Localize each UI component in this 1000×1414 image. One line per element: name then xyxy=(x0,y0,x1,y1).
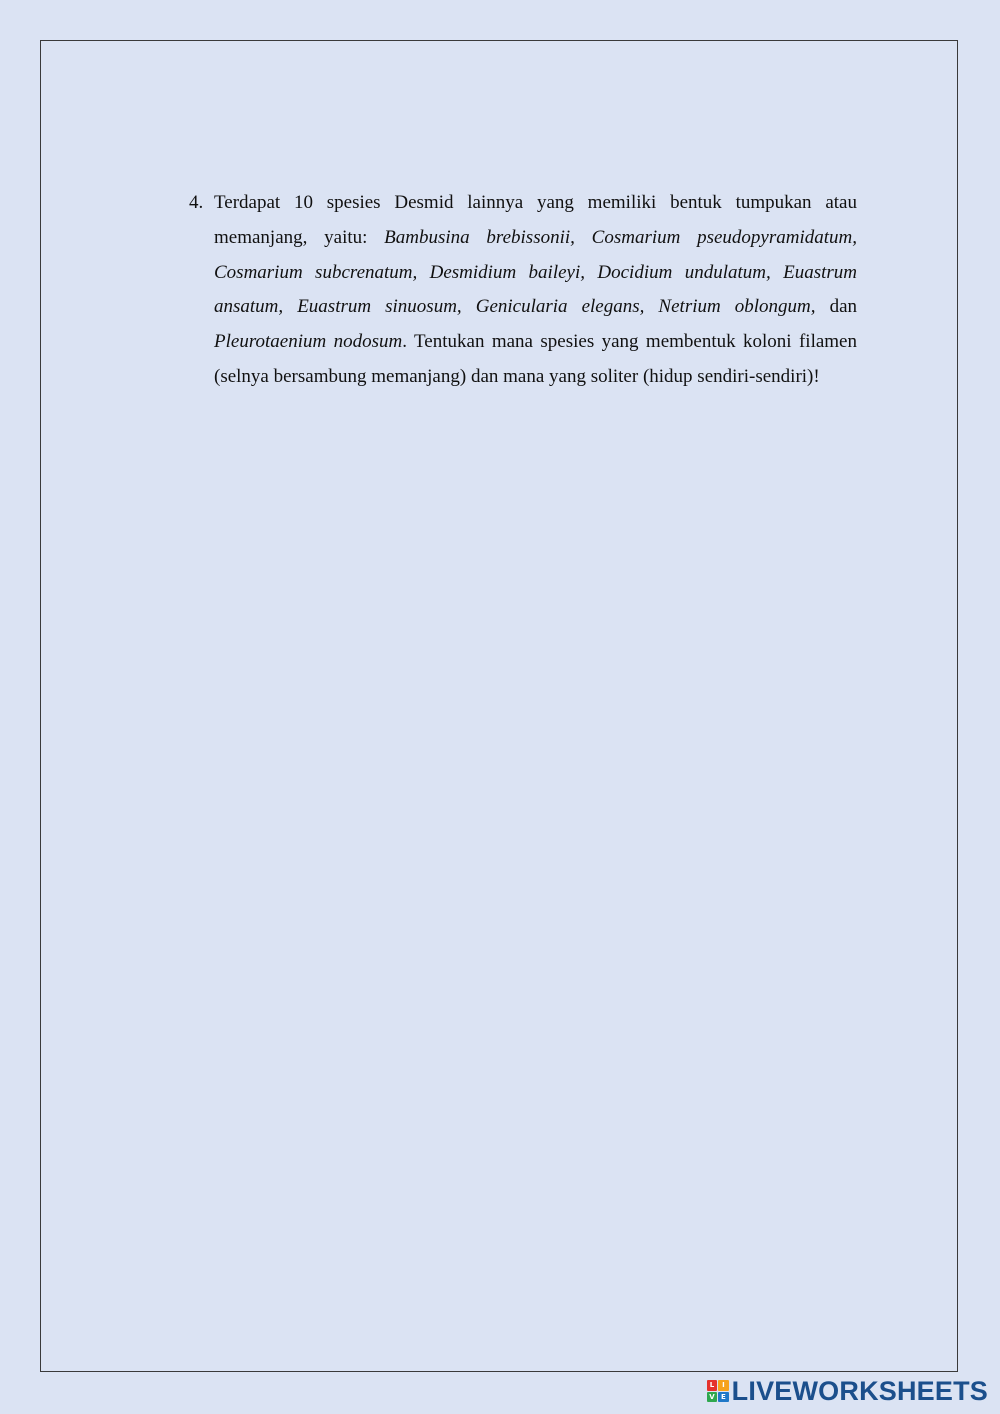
question-number: 4. xyxy=(189,192,204,213)
logo-mark-v: V xyxy=(707,1392,718,1403)
logo-mark-l: L xyxy=(707,1380,718,1391)
question-text-instruction: . Tentukan mana spesies yang membentuk koloni filamen (selnya bersambung memanjang) dan mana yang soliter (hidup sendiri-sendiri)! xyxy=(214,331,857,387)
question-4 xyxy=(189,186,857,395)
question-text xyxy=(214,186,857,395)
logo-mark-i: I xyxy=(718,1380,729,1391)
species-list: Bambusina brebissonii, Cosmarium pseudopyramidatum, Cosmarium subcrenatum, Desmidium baileyi, Docidium undulatum, Euastrum ansatum, Euastrum sinuosum, Genicularia elegans, Netrium oblongum, xyxy=(214,226,857,318)
question-text-intro: Terdapat 10 spesies Desmid lainnya yang memiliki bentuk tumpukan atau memanjang, yaitu: xyxy=(214,192,857,248)
liveworksheets-logo[interactable] xyxy=(707,1376,988,1406)
logo-mark-e: E xyxy=(718,1392,729,1403)
liveworksheets-logo-icon xyxy=(707,1380,729,1402)
liveworksheets-logo-text: LIVEWORKSHEETS xyxy=(731,1375,988,1406)
species-last: Pleurotaenium nodosum xyxy=(214,331,403,353)
question-text-conjunction: dan xyxy=(815,296,857,318)
